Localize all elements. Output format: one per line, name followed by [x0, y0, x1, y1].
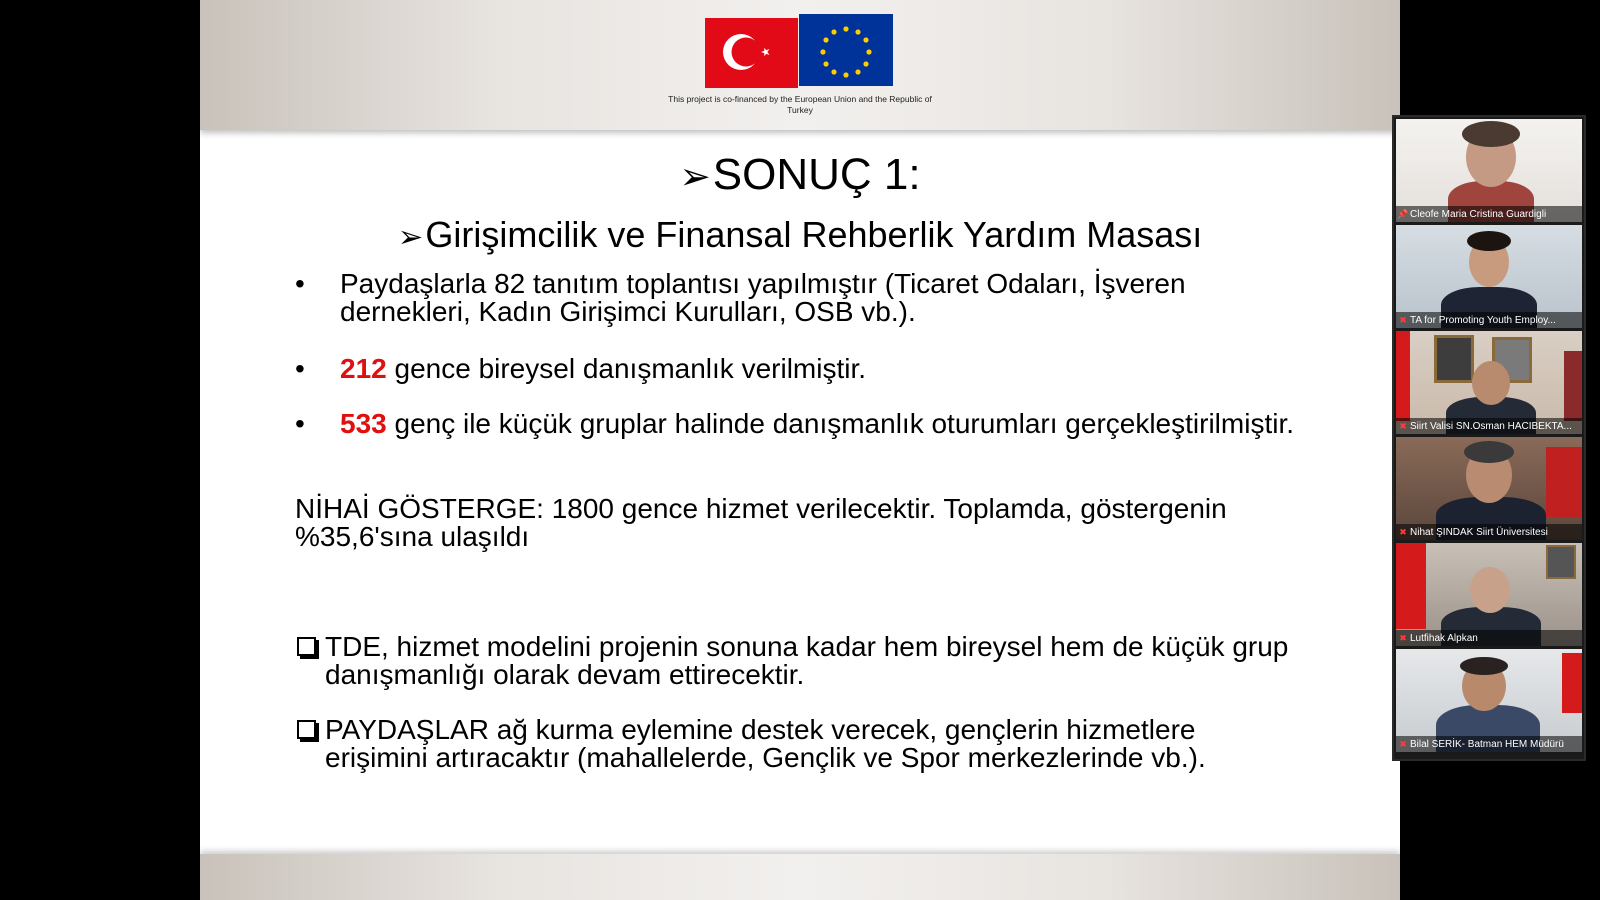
- bullet-text: genç ile küçük gruplar halinde danışmanlık oturumları gerçekleştirilmiştir.: [386, 408, 1294, 439]
- slide-header: [200, 0, 1400, 130]
- checkbox-bullet-text: PAYDAŞLAR ağ kurma eylemine destek verecek, gençlerin hizmetlere erişimini artıracaktır (mahallelerde, Gençlik ve Spor merkezlerinde vb.).: [325, 714, 1206, 773]
- slide-footer: [200, 854, 1400, 900]
- presentation-slide: [200, 0, 1400, 900]
- participant-tile[interactable]: [1396, 119, 1582, 222]
- participant-name-label: ✖ Siirt Valisi SN.Osman HACIBEKTA...: [1396, 418, 1582, 434]
- pin-icon: 📌: [1397, 209, 1409, 219]
- participant-name-label: ✖ Nihat ŞINDAK Siirt Üniversitesi: [1396, 524, 1582, 540]
- portrait-frame: [1434, 335, 1474, 383]
- mic-muted-icon: ✖: [1399, 421, 1407, 431]
- bullet-text: gence bireysel danışmanlık verilmiştir.: [386, 353, 867, 384]
- arrow-bullet-icon: ➢: [679, 155, 711, 197]
- participant-name-label: 📌Cleofe Maria Cristina Guardigli: [1396, 206, 1582, 222]
- bullet-dot-icon: •: [295, 353, 305, 384]
- slide-subtitle: [200, 213, 1400, 259]
- portrait-frame: [1546, 545, 1576, 579]
- participant-name-label: ✖ TA for Promoting Youth Employ...: [1396, 312, 1582, 328]
- bullet-text: Paydaşlarla 82 tanıtım toplantısı yapılmıştır (Ticaret Odaları, İşveren dernekleri, Kadın Girişimci Kurulları, OSB vb.).: [340, 268, 1186, 327]
- highlight-number: 212: [340, 353, 387, 384]
- mic-muted-icon: ✖: [1399, 315, 1407, 325]
- mic-muted-icon: ✖: [1399, 527, 1407, 537]
- turkish-flag: [1396, 331, 1410, 421]
- participant-tile[interactable]: [1396, 649, 1582, 752]
- square-bullet-icon: [297, 720, 316, 739]
- checkbox-bullet-text: TDE, hizmet modelini projenin sonuna kadar hem bireysel hem de küçük grup danışmanlığı olarak devam ettirecektir.: [325, 631, 1289, 690]
- bullet-dot-icon: •: [295, 408, 305, 439]
- highlight-number: 533: [340, 408, 387, 439]
- tr-eu-flags-logo: [705, 14, 895, 90]
- participant-tile[interactable]: [1396, 331, 1582, 434]
- participant-tile[interactable]: [1396, 543, 1582, 646]
- participant-video-panel: [1392, 115, 1586, 761]
- square-bullet-icon: [297, 637, 316, 656]
- participant-name-label: ✖ Lutfihak Alpkan: [1396, 630, 1582, 646]
- slide-subtitle-text: Girişimcilik ve Finansal Rehberlik Yardım Masası: [425, 214, 1203, 255]
- mic-muted-icon: ✖: [1399, 633, 1407, 643]
- participant-tile[interactable]: [1396, 437, 1582, 540]
- final-indicator-text: NİHAİ GÖSTERGE: 1800 gence hizmet verilecektir. Toplamda, göstergenin %35,6'sına ulaşıldı: [295, 493, 1227, 552]
- arrow-bullet-icon: ➢: [397, 220, 424, 254]
- cofinanced-caption: This project is co-financed by the European Union and the Republic of Turkey: [668, 94, 932, 115]
- participant-name-label: ✖ Bilal SERİK- Batman HEM Müdürü: [1396, 736, 1582, 752]
- bullet-dot-icon: •: [295, 268, 305, 299]
- turkish-flag: [1396, 543, 1426, 629]
- turkish-flag: [1562, 653, 1582, 713]
- mic-muted-icon: ✖: [1399, 739, 1407, 749]
- slide-title-text: SONUÇ 1:: [712, 150, 921, 199]
- participant-tile[interactable]: [1396, 225, 1582, 328]
- slide-title: [200, 150, 1400, 201]
